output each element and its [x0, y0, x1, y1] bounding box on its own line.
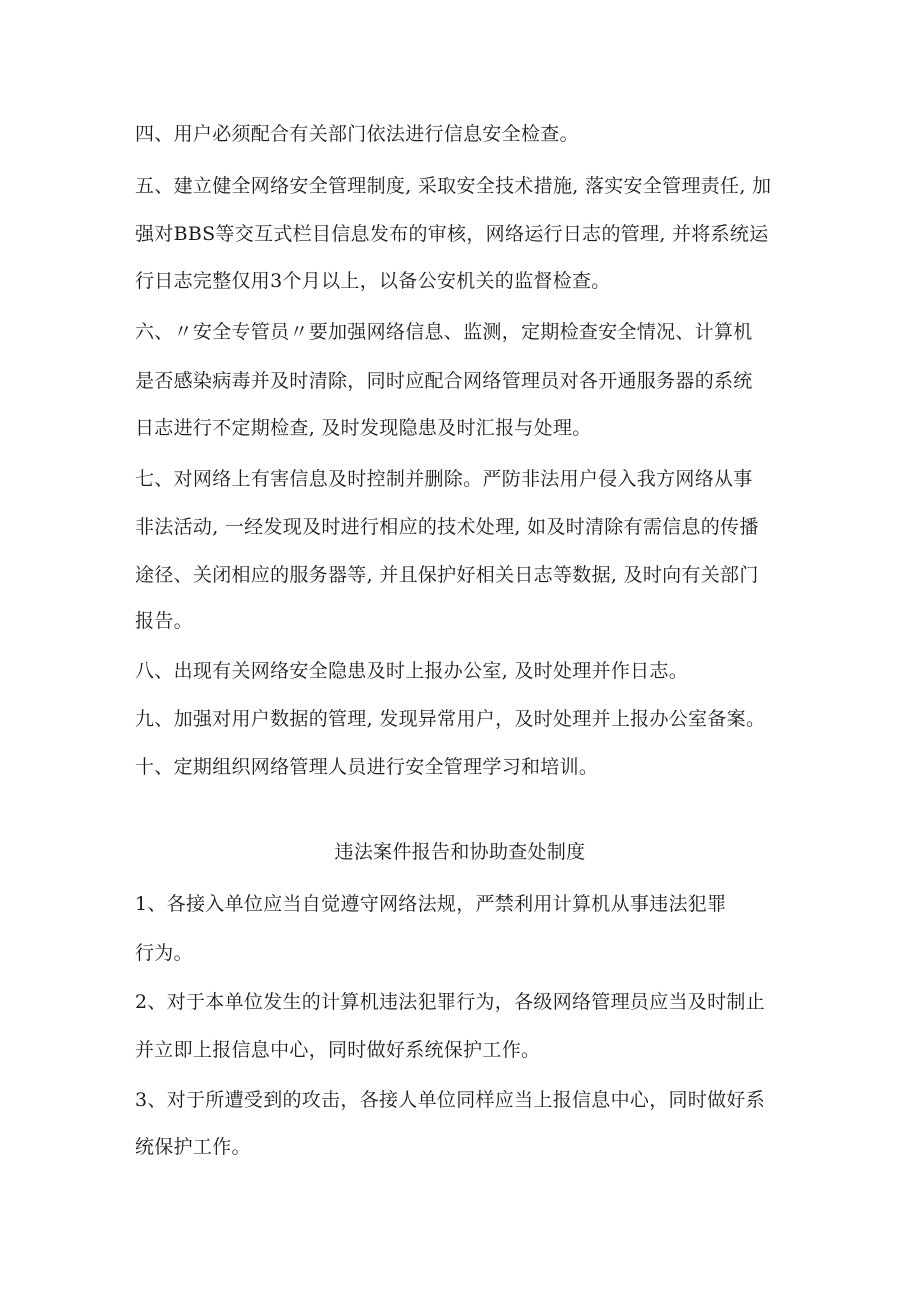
paragraph-line: 十、定期组织网络管理人员进行安全管理学习和培训。	[135, 756, 599, 778]
paragraph-line: 3、对于所遭受到的攻击，各接人单位同样应当上报信息中心，同时做好系	[135, 1089, 765, 1111]
paragraph-line: 六、〃安全专管员〃要加强网络信息、监测，定期检查安全情况、计算机	[135, 321, 753, 343]
paragraph-line: 行为。	[135, 942, 193, 964]
paragraph-line: 2、对于本单位发生的计算机违法犯罪行为，各级网络管理员应当及时制止	[135, 991, 765, 1013]
paragraph-line: 统保护工作。	[135, 1136, 251, 1158]
paragraph-line: 途径、关闭相应的服务器等, 并且保护好相关日志等数据, 及时向有关部门	[135, 564, 759, 586]
paragraph-line: 四、用户必须配合有关部门依法进行信息安全检查。	[135, 123, 579, 145]
paragraph-line: 强对BBS等交互式栏目信息发布的审核，网络运行日志的管理, 并将系统运	[135, 223, 769, 245]
paragraph-line: 并立即上报信息中心，同时做好系统保护工作。	[135, 1039, 541, 1061]
paragraph-line: 1、各接入单位应当自觉遵守网络法规，严禁利用计算机从事违法犯罪	[135, 893, 727, 915]
paragraph-line: 七、对网络上有害信息及时控制并删除。严防非法用户侵入我方网络从事	[135, 468, 753, 490]
paragraph-line: 是否感染病毒并及时清除，同时应配合网络管理员对各开通服务器的系统	[135, 370, 753, 392]
paragraph-line: 五、建立健全网络安全管理制度, 采取安全技术措施, 落实安全管理责任, 加	[135, 175, 772, 197]
section-title: 违法案件报告和协助查处制度	[334, 841, 586, 863]
paragraph-line: 八、出现有关网络安全隐患及时上报办公室, 及时处理并作日志。	[135, 660, 689, 682]
paragraph-line: 九、加强对用户数据的管理, 发现异常用户，及时处理并上报办公室备案。	[135, 708, 766, 730]
paragraph-line: 行日志完整仅用3个月以上，以备公安机关的监督检查。	[135, 270, 611, 292]
paragraph-line: 非法活动, 一经发现及时进行相应的技术处理, 如及时清除有需信息的传播	[135, 516, 759, 538]
paragraph-line: 报告。	[135, 610, 193, 632]
paragraph-line: 日志进行不定期检查, 及时发现隐患及时汇报与处理。	[135, 417, 592, 439]
